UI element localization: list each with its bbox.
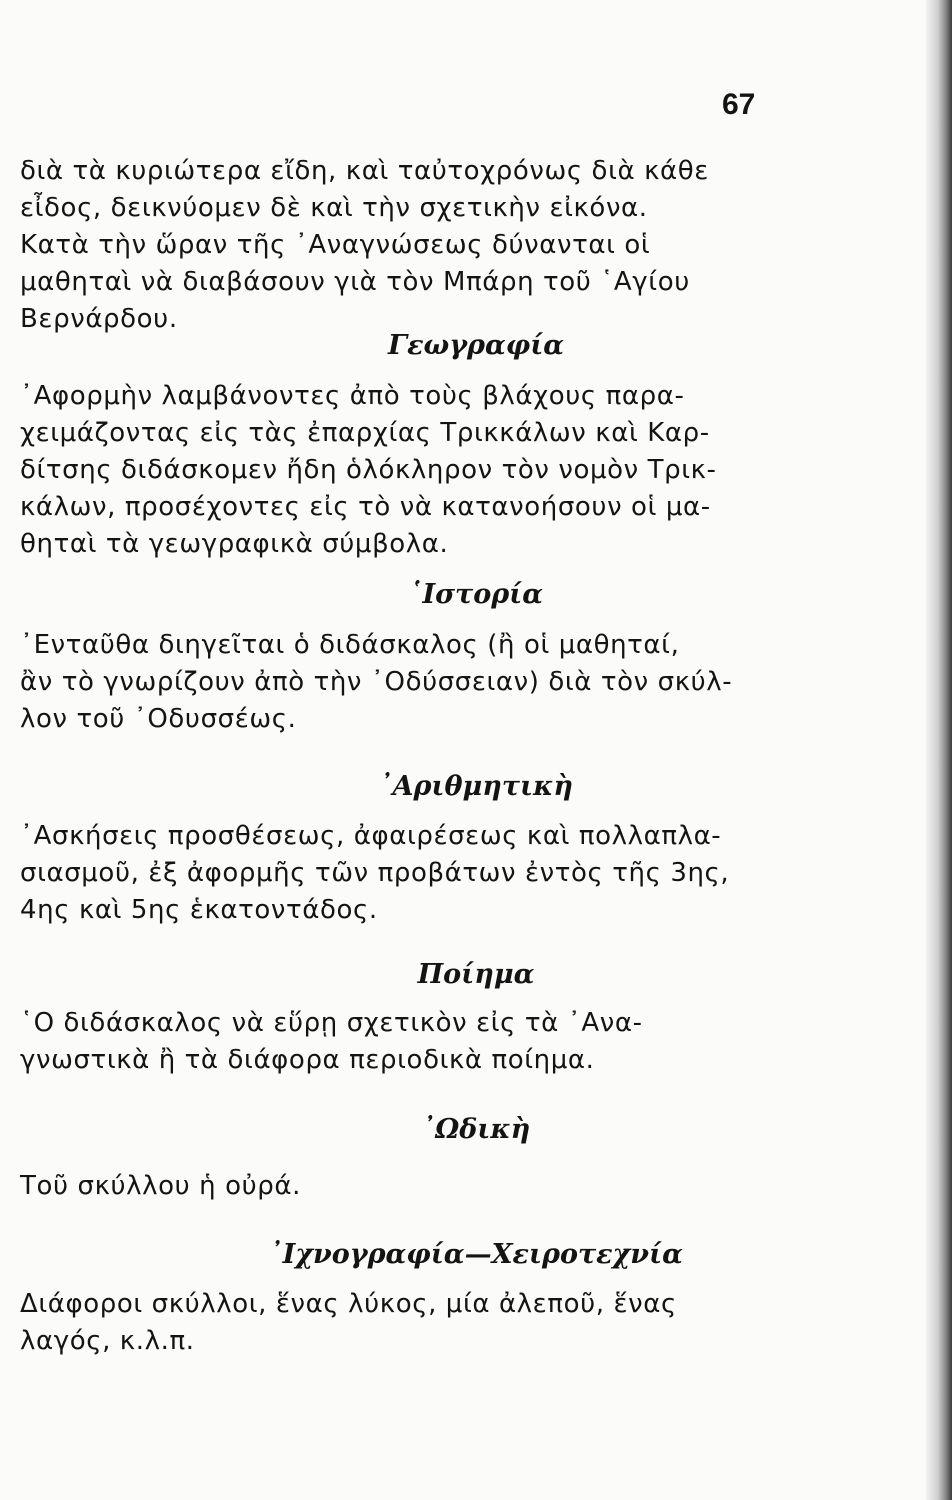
- text-line: δίτσης διδάσκομεν ἤδη ὁλόκληρον τὸν νομὸν Τρικ-: [20, 455, 717, 485]
- text-line: εἶδος, δεικνύομεν δὲ καὶ τὴν σχετικὴν εἰκόνα.: [20, 193, 648, 223]
- paragraph-intro: [20, 153, 765, 227]
- text-line: Κατὰ τὴν ὥραν τῆς ᾿Αναγνώσεως δύνανται οἱ: [20, 230, 651, 260]
- paragraph-arithmetic: [20, 818, 765, 929]
- paragraph-history: [20, 627, 765, 738]
- text-line: διὰ τὰ κυριώτερα εἴδη, καὶ ταὐτοχρόνως διὰ κάθε: [20, 156, 709, 186]
- text-line: Διάφοροι σκύλλοι, ἕνας λύκος, μία ἀλεποῦ, ἕνας: [20, 1289, 677, 1319]
- section-heading-geography: Γεωγραφία: [387, 330, 565, 361]
- text-line: Τοῦ σκύλλου ἡ οὐρά.: [20, 1171, 301, 1201]
- text-line: 4ης καὶ 5ης ἑκατοντάδος.: [20, 895, 378, 925]
- text-line: λαγός, κ.λ.π.: [20, 1326, 195, 1356]
- section-heading-song: ᾿Ωδικὴ: [421, 1114, 531, 1145]
- text-line: σιασμοῦ, ἐξ ἀφορμῆς τῶν προβάτων ἐντὸς τῆς 3ης,: [20, 858, 730, 888]
- page-number: 67: [722, 88, 756, 121]
- text-line: χειμάζοντας εἰς τὰς ἐπαρχίας Τρικκάλων καὶ Καρ-: [20, 418, 710, 448]
- section-heading-history: ῾Ιστορία: [408, 579, 543, 610]
- paragraph-reading: [20, 227, 765, 338]
- text-line: ῾Ο διδάσκαλος νὰ εὕρῃ σχετικὸν εἰς τὰ ᾿Ανα-: [20, 1008, 643, 1038]
- paragraph-song: [20, 1168, 765, 1205]
- paragraph-poem: [20, 1005, 765, 1079]
- section-heading-arithmetic: ᾿Αριθμητικὴ: [379, 771, 573, 802]
- section-heading-poem: Ποίημα: [417, 959, 535, 990]
- section-heading-drawing-handicraft: ᾿Ιχνογραφία—Χειροτεχνία: [269, 1239, 683, 1270]
- text-line: μαθηταὶ νὰ διαβάσουν γιὰ τὸν Μπάρη τοῦ ῾Αγίου: [20, 267, 690, 297]
- paragraph-drawing-handicraft: [20, 1286, 765, 1360]
- text-line: ᾿Αφορμὴν λαμβάνοντες ἀπὸ τοὺς βλάχους παρα-: [20, 381, 685, 411]
- text-line: λον τοῦ ᾿Οδυσσέως.: [20, 704, 297, 734]
- book-binding-shadow: [926, 0, 952, 1500]
- text-line: ἂν τὸ γνωρίζουν ἀπὸ τὴν ᾿Οδύσσειαν) διὰ τὸν σκύλ-: [20, 667, 733, 697]
- text-line: γνωστικὰ ἢ τὰ διάφορα περιοδικὰ ποίημα.: [20, 1045, 595, 1075]
- text-line: ᾿Ασκήσεις προσθέσεως, ἀφαιρέσεως καὶ πολλαπλα-: [20, 821, 722, 851]
- text-line: κάλων, προσέχοντες εἰς τὸ νὰ κατανοήσουν οἱ μα-: [20, 492, 711, 522]
- paragraph-geography: [20, 378, 765, 563]
- text-line: ᾿Ενταῦθα διηγεῖται ὁ διδάσκαλος (ἢ οἱ μαθηταί,: [20, 630, 680, 660]
- text-line: Βερνάρδου.: [20, 304, 178, 334]
- text-line: θηταὶ τὰ γεωγραφικὰ σύμβολα.: [20, 529, 449, 559]
